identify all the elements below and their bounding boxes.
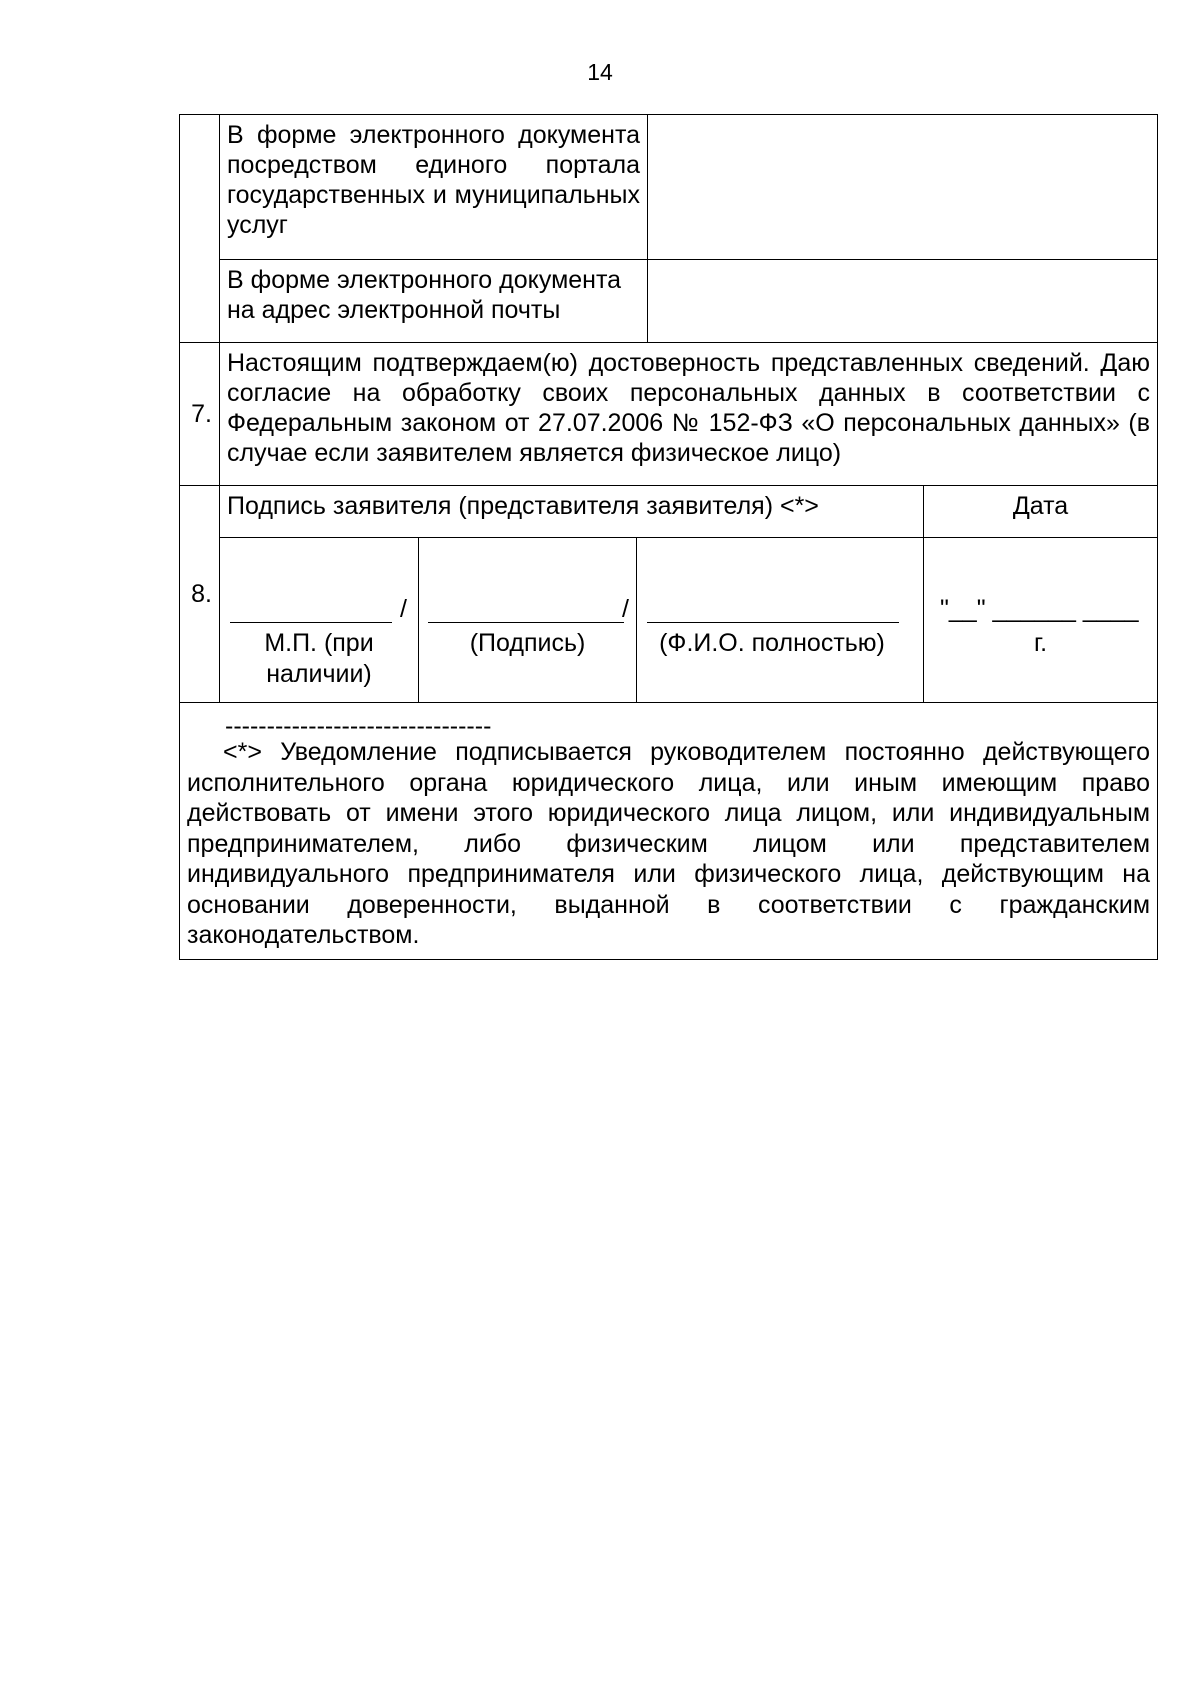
- consent-text: Настоящим подтверждаем(ю) достоверность представленных сведений. Даю согласие на обработку своих персональных данных в соответствии с Федеральным законом от 27.07.2006 № 152-ФЗ «О персональных данных» (в случае если заявителем является физическое лицо): [227, 349, 1151, 467]
- sign-slash: /: [622, 595, 629, 623]
- year-caption: г.: [1034, 629, 1048, 657]
- delivery-option-email-text: В форме электронного документа на адрес электронной почты: [227, 266, 622, 324]
- signature-header-label: Подпись заявителя (представителя заявителя) <*>: [227, 492, 819, 520]
- delivery-option-portal-checkbox-field[interactable]: [648, 115, 1158, 260]
- name-column: [637, 538, 907, 702]
- full-name-caption: (Ф.И.О. полностью): [659, 629, 885, 657]
- signature-fields-row: [180, 538, 1158, 703]
- seal-column: [220, 538, 419, 702]
- delivery-option-email-label: [220, 260, 648, 343]
- signature-header-row: [180, 486, 1158, 538]
- signature-field-line[interactable]: [428, 622, 624, 623]
- consent-cell: [220, 343, 1158, 486]
- full-name-field-line[interactable]: [647, 622, 899, 623]
- seal-field-line[interactable]: [230, 622, 392, 623]
- row-number-cell-empty: [180, 115, 220, 343]
- date-column: [924, 538, 1157, 702]
- signature-caption: (Подпись): [469, 629, 586, 657]
- consent-row: [180, 343, 1158, 486]
- application-form-table: [179, 114, 1158, 960]
- footnote-row: [180, 703, 1158, 960]
- delivery-option-email-row: [180, 260, 1158, 343]
- row-number-7: 7.: [180, 343, 220, 486]
- signature-fields-cell: [220, 538, 924, 703]
- seal-caption: М.П. (при наличии): [264, 629, 374, 688]
- sign-column: [419, 538, 637, 702]
- date-header-label: Дата: [1012, 492, 1069, 520]
- row-number-8: 8.: [180, 486, 220, 703]
- delivery-option-portal-row: [180, 115, 1158, 260]
- page-number: 14: [587, 59, 613, 85]
- delivery-option-portal-text: В форме электронного документа посредством единого портала государственных и муниципальных услуг: [227, 121, 641, 239]
- footnote-text: <*> Уведомление подписывается руководителем постоянно действующего исполнительного органа юридического лица, или иным имеющим право действовать от имени этого юридического лица лицом, или индивидуальным предпринимателем, либо физическим лицом или представителем индивидуального предпринимателя или физического лица, действующим на основании доверенности, выданной в соответствии с гражданским законодательством.: [187, 738, 1151, 949]
- delivery-option-portal-label: [220, 115, 648, 260]
- date-field-cell: [924, 538, 1158, 703]
- signature-header-cell: [220, 486, 924, 538]
- footnote-cell: [180, 703, 1158, 960]
- date-header-cell: [924, 486, 1158, 538]
- delivery-option-email-checkbox-field[interactable]: [648, 260, 1158, 343]
- date-field[interactable]: "__" ______ ____: [940, 595, 1139, 623]
- seal-slash: /: [400, 595, 407, 623]
- footnote-separator: --------------------------------: [225, 712, 492, 740]
